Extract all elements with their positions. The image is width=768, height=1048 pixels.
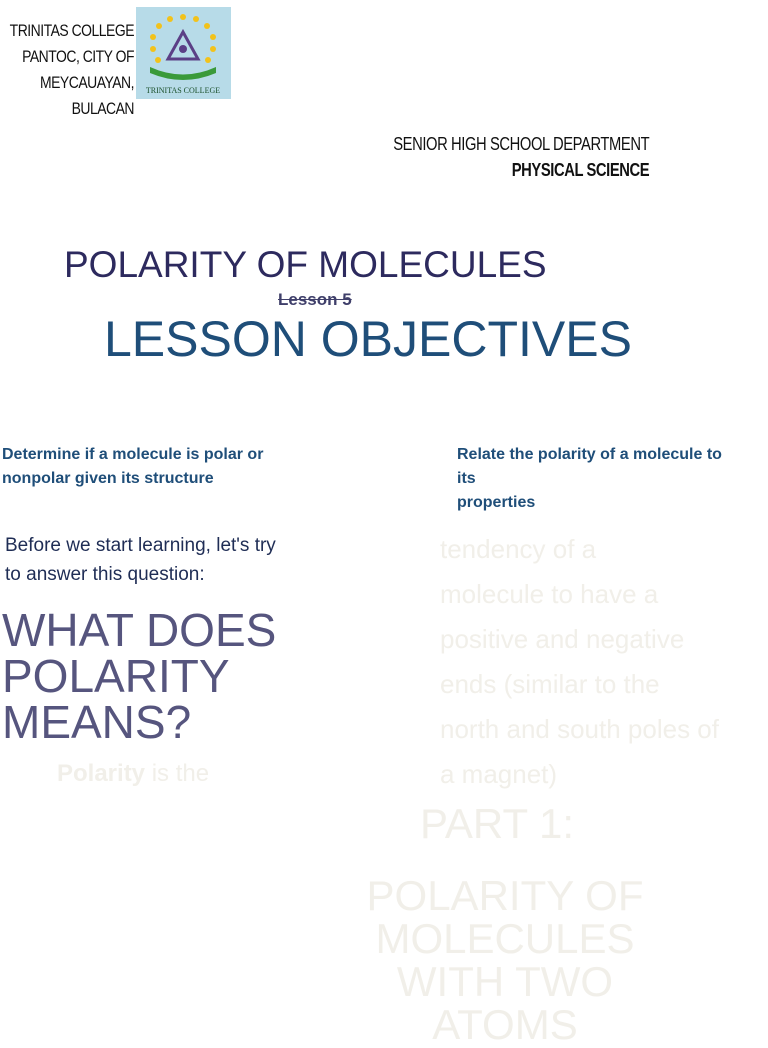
school-line: BULACAN bbox=[71, 99, 134, 118]
school-line: PANTOC, CITY OF bbox=[22, 47, 135, 66]
subject-name: PHYSICAL SCIENCE bbox=[511, 160, 649, 180]
definition-line: molecule to have a bbox=[440, 579, 659, 609]
school-line: MEYCAUAYAN, bbox=[40, 73, 134, 92]
logo-text: TRINITAS COLLEGE bbox=[145, 86, 221, 95]
part-title-line: MOLECULES bbox=[375, 915, 635, 962]
objective-line: its bbox=[457, 470, 476, 487]
school-logo bbox=[136, 7, 231, 99]
definition-start-text: is the bbox=[145, 760, 210, 787]
school-name bbox=[0, 18, 134, 122]
part-title-line: POLARITY OF bbox=[366, 872, 644, 919]
objective-line: properties bbox=[457, 494, 536, 511]
lesson-label: Lesson 5 bbox=[278, 290, 352, 309]
logo-emblem bbox=[136, 7, 231, 99]
definition-line: north and south poles of bbox=[440, 714, 719, 744]
objective-item bbox=[2, 443, 312, 491]
objective-line: Determine if a molecule is polar or bbox=[2, 446, 264, 463]
objective-line: nonpolar given its structure bbox=[2, 470, 214, 487]
intro-line: Before we start learning, let's try bbox=[5, 535, 276, 556]
part-label: PART 1: bbox=[420, 800, 575, 847]
definition-line: tendency of a bbox=[440, 534, 597, 564]
definition-line: a magnet) bbox=[440, 759, 558, 789]
department-block bbox=[393, 131, 649, 183]
department-name: SENIOR HIGH SCHOOL DEPARTMENT bbox=[392, 134, 649, 154]
question-heading bbox=[2, 604, 322, 748]
question-line: MEANS? bbox=[2, 696, 192, 748]
intro-line: to answer this question: bbox=[5, 564, 205, 585]
question-line: WHAT DOES bbox=[2, 604, 277, 656]
question-line: POLARITY bbox=[2, 650, 230, 702]
intro-text bbox=[5, 531, 305, 589]
objectives-title: LESSON OBJECTIVES bbox=[104, 311, 632, 367]
part-title bbox=[350, 874, 660, 1046]
part-title-line: ATOMS bbox=[432, 1001, 578, 1048]
definition-line: ends (similar to the bbox=[440, 669, 660, 699]
definition-text bbox=[440, 527, 768, 797]
definition-line: positive and negative bbox=[440, 624, 685, 654]
school-line: TRINITAS COLLEGE bbox=[9, 21, 135, 40]
objective-item bbox=[457, 443, 757, 515]
definition-term: Polarity bbox=[57, 760, 146, 787]
definition-start bbox=[57, 760, 209, 788]
objective-line: Relate the polarity of a molecule to bbox=[457, 446, 722, 463]
part-title-line: WITH TWO bbox=[396, 958, 614, 1005]
topic-title: POLARITY OF MOLECULES bbox=[64, 244, 547, 285]
